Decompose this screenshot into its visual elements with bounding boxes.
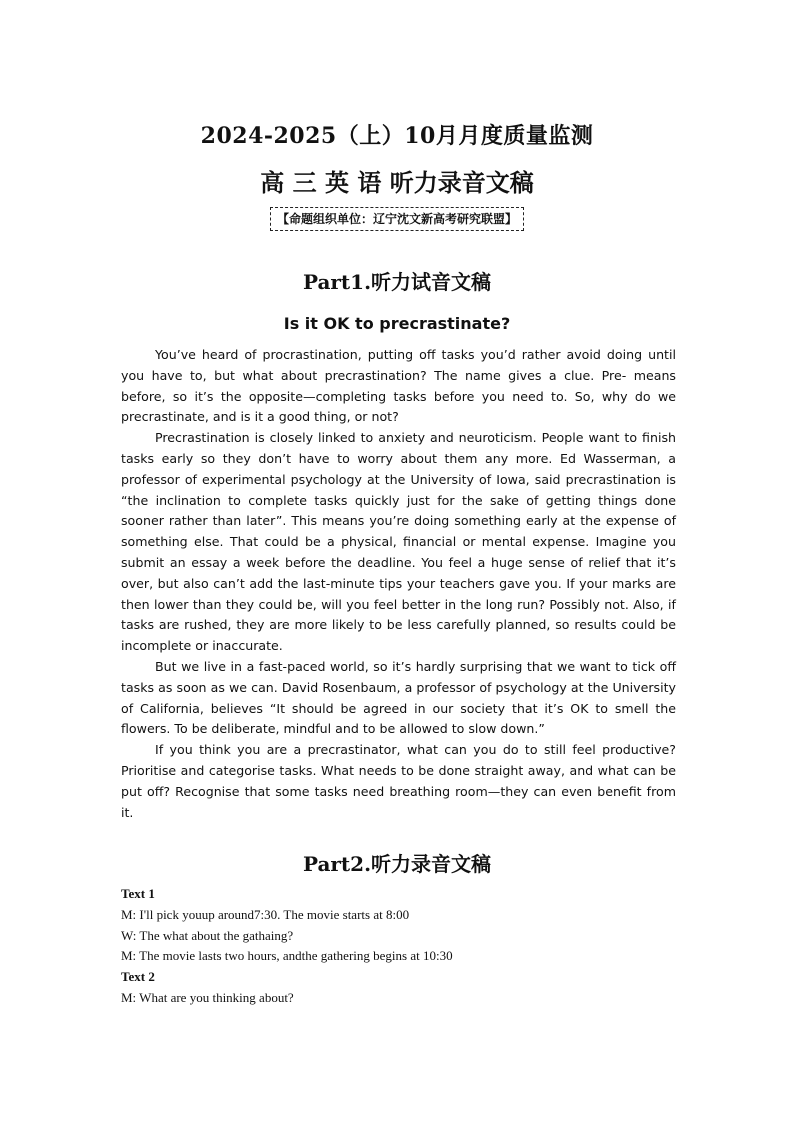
part2-heading: Part2.听力录音文稿	[302, 852, 492, 876]
text2-label: Text 2	[121, 969, 155, 985]
text2-line-1: M: What are you thinking about?	[121, 989, 294, 1005]
organizer-label: 【命题组织单位：辽宁沈文新高考研究联盟】	[270, 207, 524, 231]
document-title: 2024-2025（上）10月月度质量监测	[200, 123, 594, 149]
article-title: Is it OK to precrastinate?	[283, 314, 511, 333]
transcript	[121, 884, 681, 1009]
document-subtitle: 高 三 英 语 听力录音文稿	[260, 168, 534, 197]
article-body	[121, 345, 676, 823]
article-paragraph-1: You’ve heard of procrastination, putting off tasks you’d rather avoid doing until you have to, but what about precrastination? The name gives a clue. Pre- means before, so it’s the opposite—completing tasks before you need to. So, why do we precrastinate, and is it a good thing, or not?	[121, 347, 676, 425]
text1-line-3: M: The movie lasts two hours, andthe gathering begins at 10:30	[121, 948, 453, 964]
organizer-wrapper	[0, 207, 794, 231]
article-paragraph-3: But we live in a fast-paced world, so it’s hardly surprising that we want to tick off tasks as soon as we can. David Rosenbaum, a professor of psychology at the University of California, believes “It should be agreed in our society that it’s OK to smell the flowers. To be deliberate, mindful and to be allowed to slow down.”	[121, 658, 676, 737]
part1-heading: Part1.听力试音文稿	[302, 270, 492, 294]
article-paragraph-2: Precrastination is closely linked to anxiety and neuroticism. People want to finish tasks early so they don’t have to worry about them any more. Ed Wasserman, a professor of experimental psychology at the University of Iowa, said precrastination is “the inclination to complete tasks quickly just for the sake of getting things done sooner rather than later”. This means you’re doing something early at the expense of something else. That could be a physical, financial or mental expense. Imagine you submit an essay a week before the deadline. You feel a huge sense of relief that it’s over, but also can’t add the last-minute tips your teachers gave you. If your marks are then lower than they could be, will you feel better in the long run? Possibly not. Also, if tasks are rushed, they are more likely to be less carefully planned, so results could be incomplete or inaccurate.	[121, 430, 676, 654]
text1-line-1: M: I'll pick youup around7:30. The movie starts at 8:00	[121, 906, 410, 922]
text1-line-2: W: The what about the gathaing?	[121, 927, 294, 943]
text1-label: Text 1	[121, 886, 155, 901]
article-paragraph-4: If you think you are a precrastinator, what can you do to still feel productive? Prioritise and categorise tasks. What needs to be done straight away, and what can be put off? Recognise that some tasks need breathing room—they can even benefit from it.	[121, 742, 676, 820]
